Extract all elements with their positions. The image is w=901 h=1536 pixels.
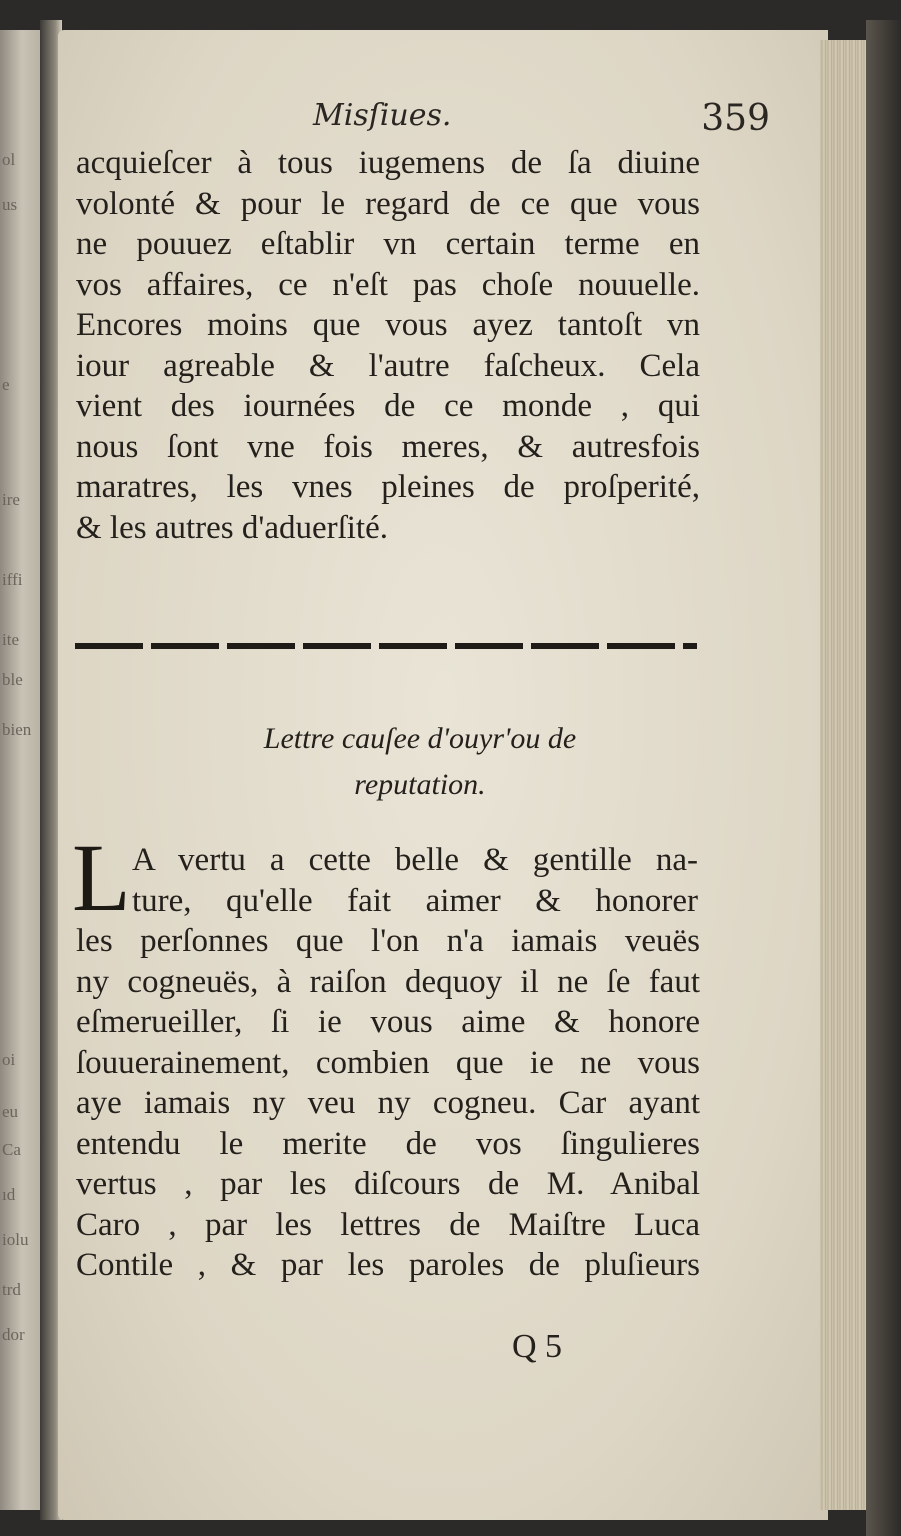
text-line: vertus , par les diſcours de M. Anibal [76,1166,700,1202]
text-line: & les autres d'aduerſité. [76,509,389,546]
facing-page-fragment: eu [2,1102,19,1121]
text-line: aye iamais ny veu ny cogneu. Car ayant [76,1085,700,1121]
text-line: ſouuerainement, combien que ie ne vous [76,1044,700,1081]
facing-page-edge [0,30,40,1510]
new-letter-opening [132,840,698,921]
text-line: nous ſont vne fois meres, & autresfois [76,428,700,465]
facing-page-fragment: Ca [2,1140,21,1159]
letter-heading [140,716,700,808]
heading-line: reputation. [354,768,486,801]
signature-mark: Q 5 [512,1328,563,1365]
text-line: ture, qu'elle fait aimer & honorer [132,882,698,919]
page-fore-edge [820,40,868,1510]
facing-page-fragment: e [2,375,10,394]
text-line: eſmerueiller, ſi ie vous aime & honore [76,1004,700,1040]
new-letter-paragraph [76,921,700,1286]
heading-line: Lettre cauſee d'ouyr'ou de [263,722,577,755]
text-line: vos affaires, ce n'eſt pas choſe nouuelle. [76,266,700,303]
facing-page-fragment: ble [2,670,23,689]
running-title: Misſiues. [313,98,452,133]
text-line: les perſonnes que l'on n'a iamais veuës [76,923,700,959]
text-line: volonté & pour le regard de ce que vous [76,185,700,222]
text-line: iour agreable & l'autre faſcheux. Cela [76,347,700,384]
section-divider [75,643,697,649]
text-line: entendu le merite de vos ſingulieres [76,1125,700,1162]
page-number: 359 [701,98,770,139]
facing-page-fragment: iffi [2,570,23,589]
facing-page-fragment: oi [2,1050,16,1069]
text-line: ne pouuez eſtablir vn certain terme en [76,226,700,262]
facing-page-fragment: dor [2,1325,25,1344]
letter-ending-paragraph [76,143,700,548]
text-line: A vertu a cette belle & gentille na- [132,842,698,878]
facing-page-fragment: us [2,195,18,214]
text-line: Contile , & par les paroles de pluſieurs [76,1247,700,1283]
text-line: vient des iournées de ce monde , qui [76,388,700,424]
text-line: maratres, les vnes pleines de proſperité, [76,469,700,505]
drop-cap: L [72,824,131,931]
facing-page-fragment: ite [2,630,19,649]
text-line: Caro , par les lettres de Maiſtre Luca [76,1206,700,1243]
facing-page-fragment: ire [2,490,20,509]
facing-page-fragment: iolu [2,1230,29,1249]
text-line: acquieſcer à tous iugemens de ſa diuine [76,145,700,181]
book-cover-edge [866,20,901,1536]
facing-page-fragment: ol [2,150,16,169]
page-header [60,98,770,148]
facing-page-fragment: trd [2,1280,21,1299]
facing-page-fragment: ıd [2,1185,16,1204]
text-line: Encores moins que vous ayez tantoſt vn [76,307,700,343]
text-line: ny cogneuës, à raiſon dequoy il ne ſe faut [76,963,700,1000]
facing-page-fragment: bien [2,720,32,739]
